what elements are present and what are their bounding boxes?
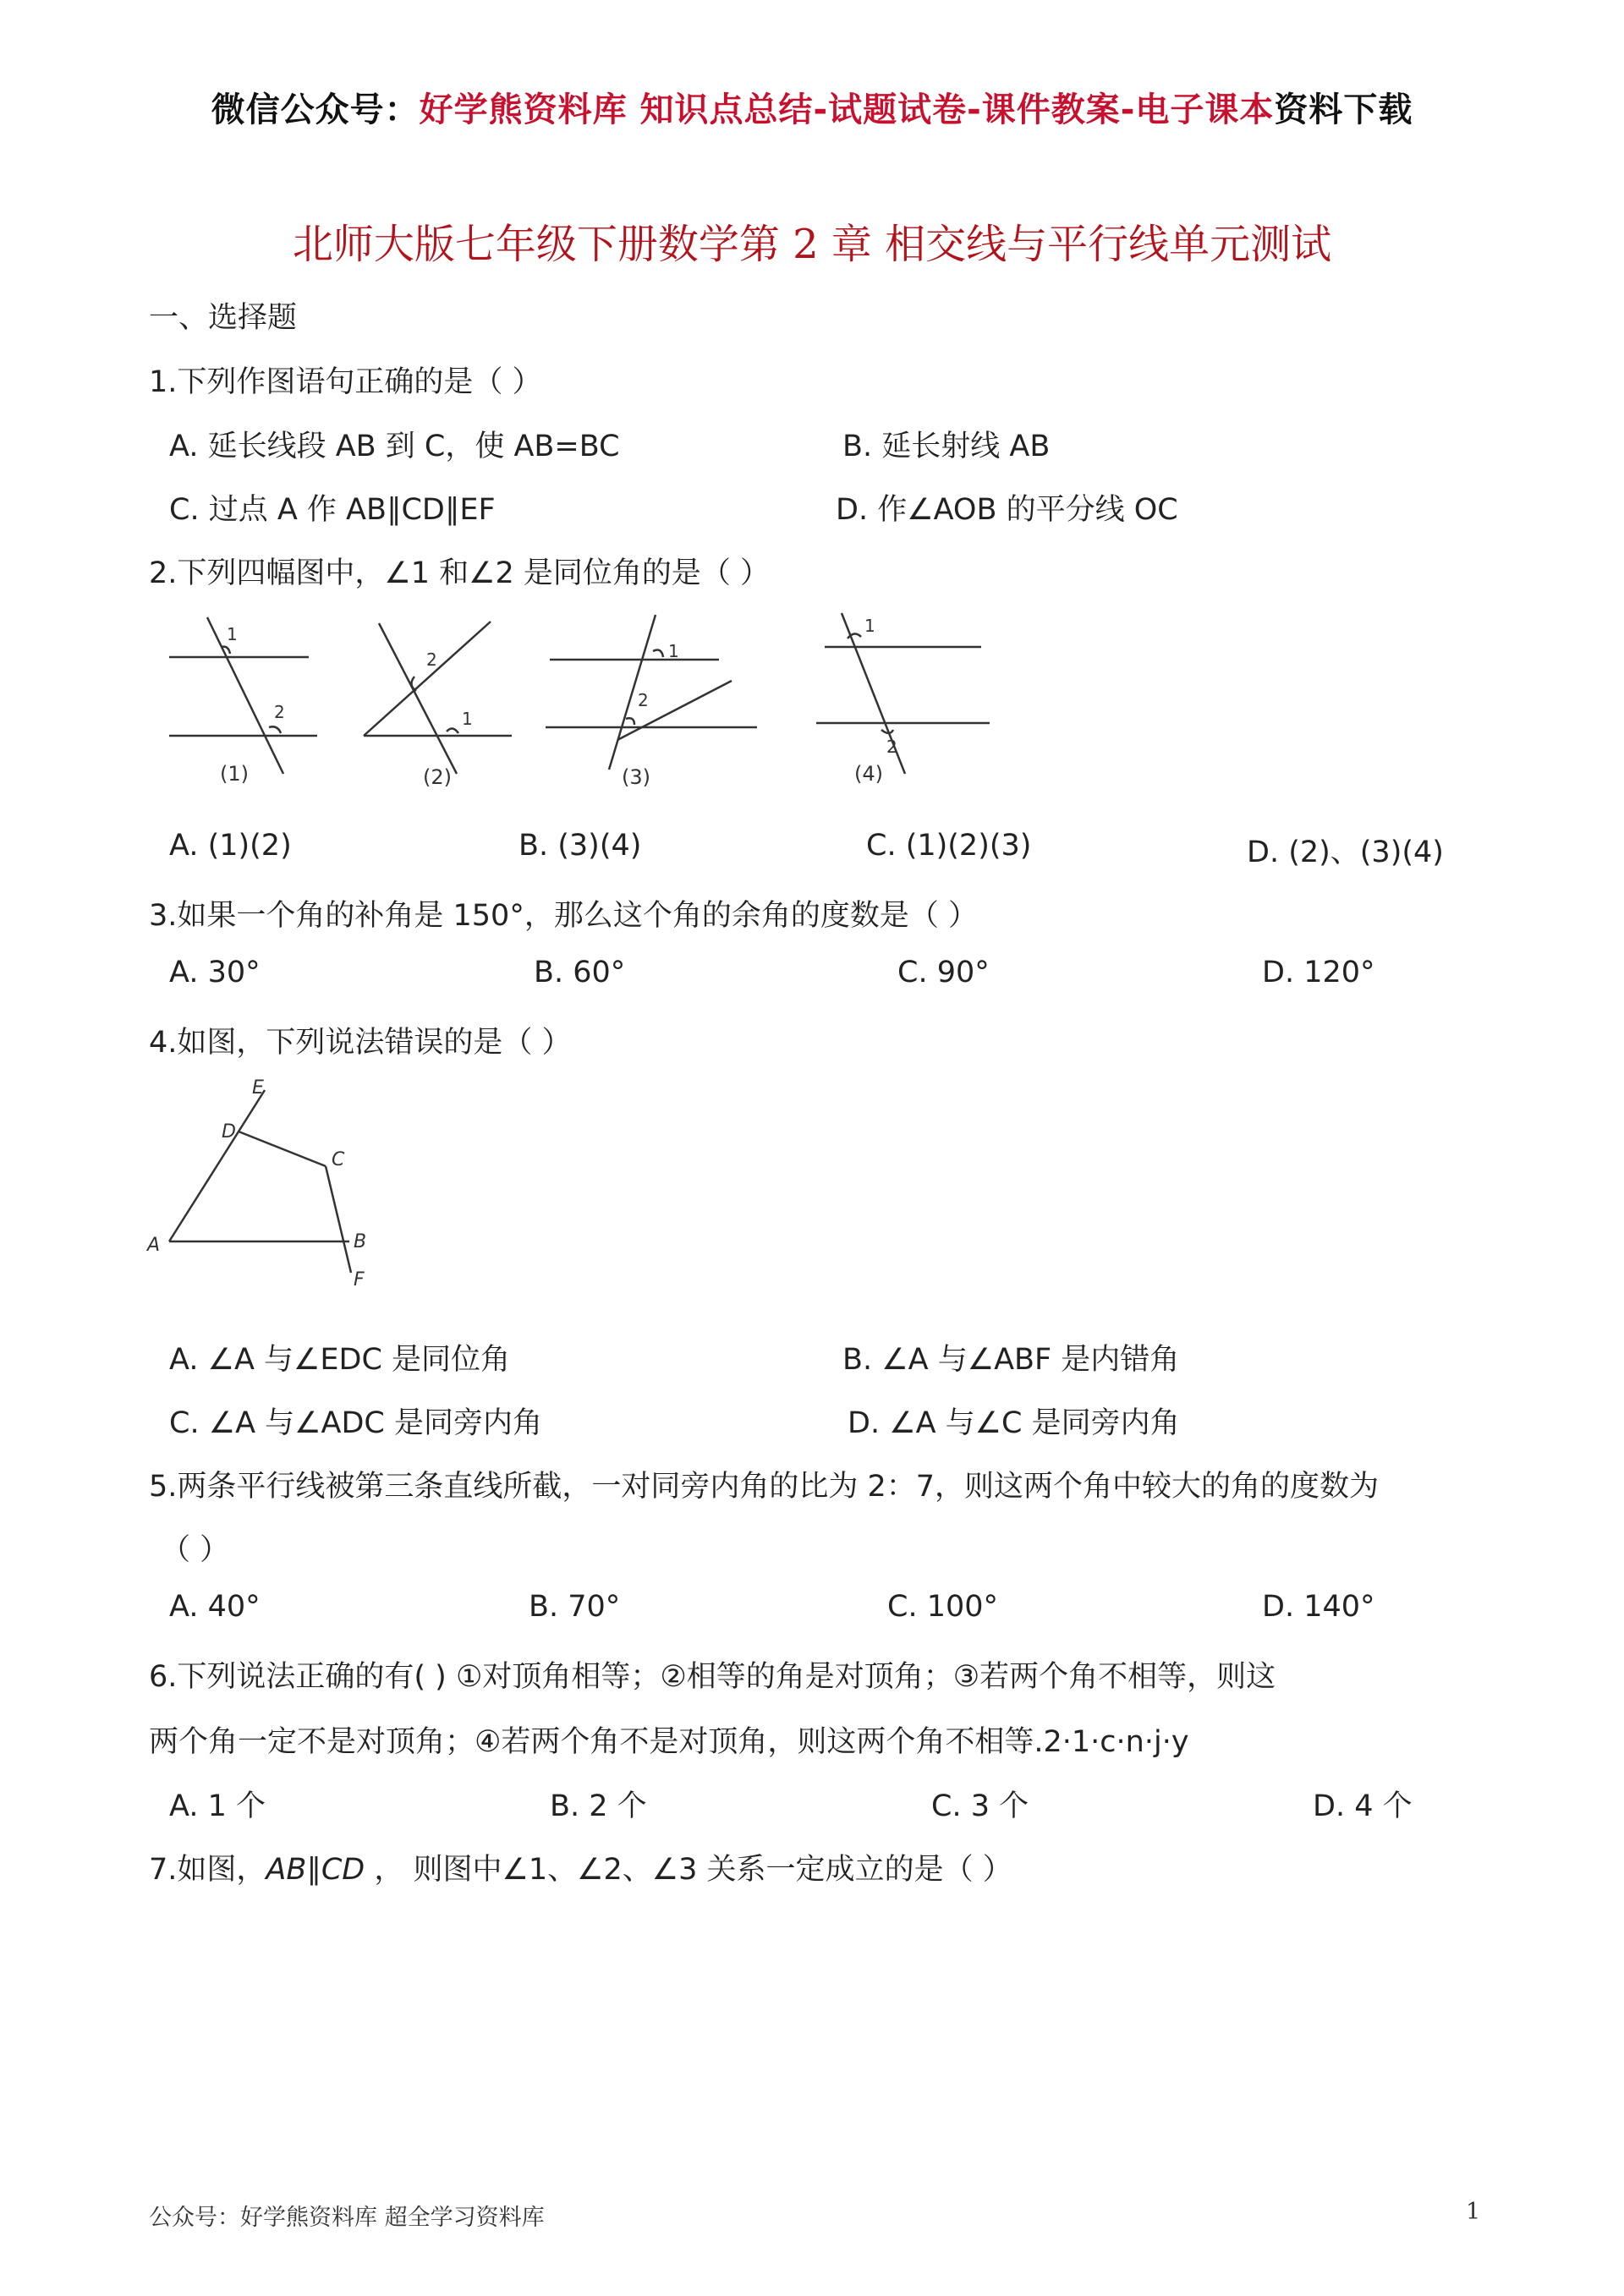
q2-figures <box>161 605 1007 791</box>
q2-fig1-angle2-label: 2 <box>274 702 285 722</box>
q2-fig4-angle2-label: 2 <box>886 737 897 757</box>
banner-tail: 资料下载 <box>1274 90 1413 129</box>
q7-stem-math: AB∥CD <box>266 1853 365 1887</box>
q2-fig2-angle2-label: 2 <box>426 649 437 670</box>
q5-stem-continued: （ ） <box>161 1533 230 1567</box>
q4-option-c: C. ∠A 与∠ADC 是同旁内角 <box>169 1406 542 1440</box>
q6-option-b: B. 2 个 <box>550 1789 647 1823</box>
q1-option-a: A. 延长线段 AB 到 C，使 AB=BC <box>169 430 620 463</box>
q4-point-f: F <box>354 1269 365 1290</box>
q3-option-a: A. 30° <box>169 956 261 989</box>
q6-stem: 6.下列说法正确的有( ) ①对顶角相等；②相等的角是对顶角；③若两个角不相等，则这 <box>149 1660 1276 1694</box>
q1-option-c: C. 过点 A 作 AB∥CD∥EF <box>169 493 496 527</box>
q4-point-b: B <box>354 1231 367 1252</box>
q2-fig1-angle1-label: 1 <box>227 624 238 644</box>
q1-option-b: B. 延长射线 AB <box>842 430 1051 463</box>
q1-option-d: D. 作∠AOB 的平分线 OC <box>836 493 1178 527</box>
q4-option-a: A. ∠A 与∠EDC 是同位角 <box>169 1343 511 1377</box>
q2-fig3-angle2-label: 2 <box>638 690 649 710</box>
page-title: 北师大版七年级下册数学第 2 章 相交线与平行线单元测试 <box>292 221 1332 268</box>
q3-option-d: D. 120° <box>1262 956 1375 989</box>
q2-fig2-angle1-label: 1 <box>462 709 473 729</box>
q4-stem: 4.如图，下列说法错误的是（ ） <box>149 1026 572 1060</box>
page-number: 1 <box>1466 2199 1481 2225</box>
q3-option-b: B. 60° <box>534 956 626 989</box>
q7-stem <box>149 1846 1012 1888</box>
banner-highlight: 好学熊资料库 知识点总结-试题试卷-课件教案-电子课本 <box>419 90 1275 129</box>
q5-option-b: B. 70° <box>529 1590 621 1624</box>
section-heading: 一、选择题 <box>149 301 298 335</box>
q2-fig4-label: (4) <box>854 762 883 786</box>
q1-stem: 1.下列作图语句正确的是（ ） <box>149 365 542 399</box>
q4-option-b: B. ∠A 与∠ABF 是内错角 <box>842 1343 1180 1377</box>
q4-point-e: E <box>252 1078 264 1099</box>
q6-option-d: D. 4 个 <box>1313 1789 1413 1823</box>
q2-fig1-label: (1) <box>220 762 249 786</box>
q4-option-d: D. ∠A 与∠C 是同旁内角 <box>848 1406 1180 1440</box>
footer-text: 公众号：好学熊资料库 超全学习资料库 <box>149 2205 545 2231</box>
q4-point-a: A <box>147 1235 161 1256</box>
top-banner <box>0 83 1624 131</box>
q6-option-c: C. 3 个 <box>931 1789 1029 1823</box>
q6-option-a: A. 1 个 <box>169 1789 266 1823</box>
q5-option-d: D. 140° <box>1262 1590 1375 1624</box>
q6-stem-continued: 两个角一定不是对顶角；④若两个角不是对顶角，则这两个角不相等.2·1·c·n·j·y <box>149 1725 1189 1759</box>
q2-option-c: C. (1)(2)(3) <box>866 829 1032 863</box>
q2-fig3-angle1-label: 1 <box>668 641 679 661</box>
q4-point-d: D <box>222 1121 236 1143</box>
q2-fig2-label: (2) <box>423 765 452 789</box>
q5-option-a: A. 40° <box>169 1590 261 1624</box>
q7-stem-post: ， 则图中∠1、∠2、∠3 关系一定成立的是（ ） <box>365 1853 1012 1887</box>
q2-fig3-label: (3) <box>622 765 650 789</box>
q5-stem: 5.两条平行线被第三条直线所截，一对同旁内角的比为 2：7，则这两个角中较大的角的度数为 <box>149 1470 1380 1504</box>
q2-stem: 2.下列四幅图中，∠1 和∠2 是同位角的是（ ） <box>149 556 771 590</box>
q2-option-a: A. (1)(2) <box>169 829 292 863</box>
q2-option-d: D. (2)、(3)(4) <box>1247 836 1444 869</box>
q4-point-c: C <box>332 1149 345 1170</box>
q3-stem: 3.如果一个角的补角是 150°，那么这个角的余角的度数是（ ） <box>149 899 978 933</box>
q7-stem-pre: 7.如图， <box>149 1853 266 1887</box>
q2-fig4-angle1-label: 1 <box>864 616 875 636</box>
q2-option-b: B. (3)(4) <box>518 829 642 863</box>
banner-label: 微信公众号： <box>211 90 420 129</box>
q4-figure <box>144 1078 389 1302</box>
q3-option-c: C. 90° <box>897 956 990 989</box>
q5-option-c: C. 100° <box>887 1590 998 1624</box>
